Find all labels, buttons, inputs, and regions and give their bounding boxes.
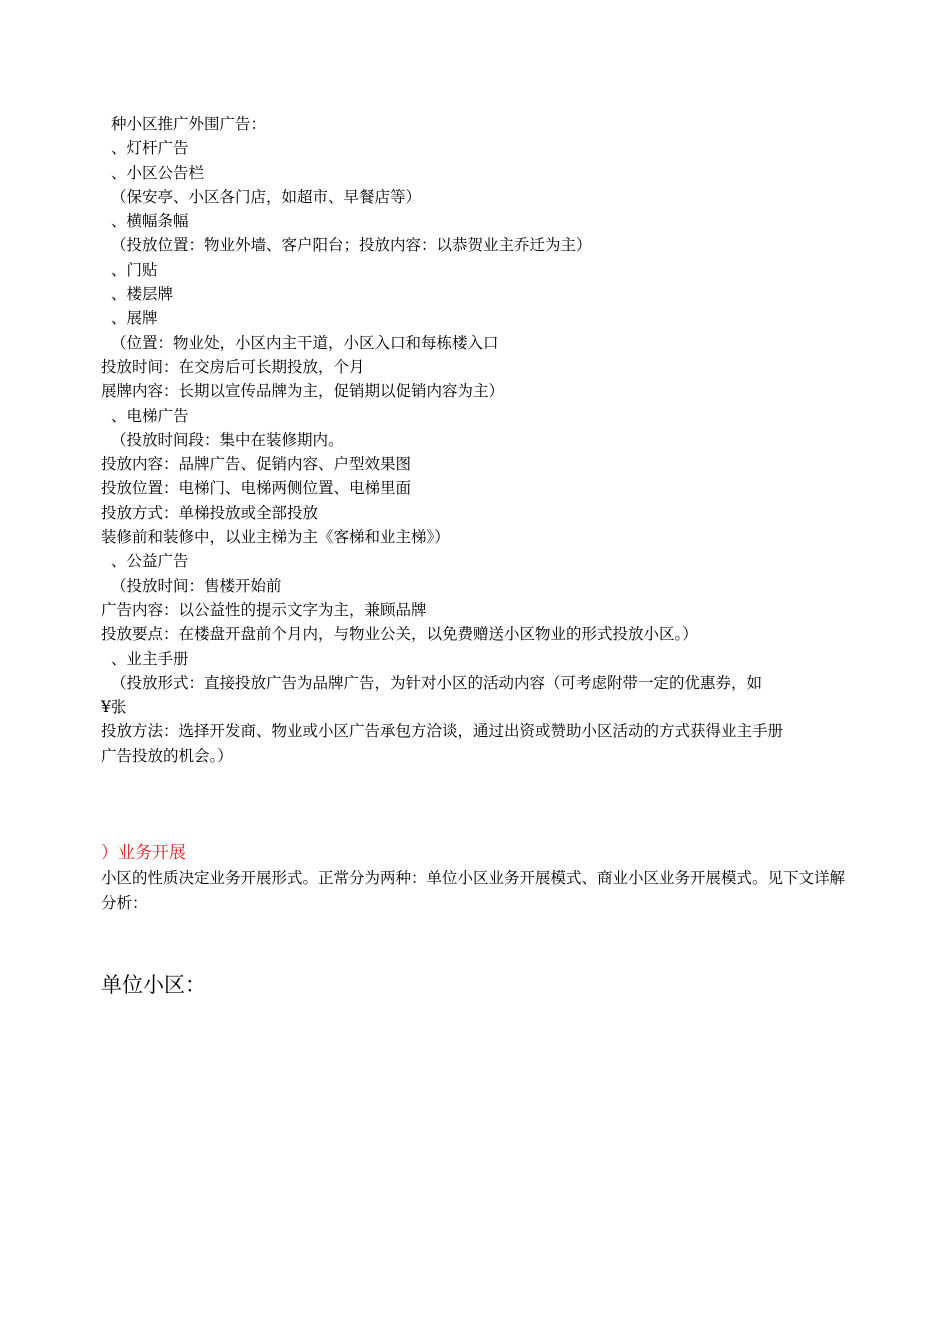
text-line: 投放方式：单梯投放或全部投放 <box>101 503 319 522</box>
text-line: （位置：物业处，小区内主干道，小区入口和每栋楼入口 <box>111 333 499 352</box>
text-line: 种小区推广外围广告： <box>111 115 267 133</box>
text-line: 、横幅条幅 <box>111 212 189 231</box>
text-line: 投放方法：选择开发商、物业或小区广告承包方洽谈，通过出资或赞助小区活动的方式获得业主手册 <box>101 722 784 741</box>
section-body: 小区的性质决定业务开展形式。正常分为两种：单位小区业务开展模式、商业小区业务开展模式。见下文详解分析： <box>101 869 846 912</box>
text-line: 广告投放的机会。） <box>101 746 233 765</box>
text-line: 、门贴 <box>111 260 158 279</box>
text-line: 、业主手册 <box>111 649 189 668</box>
subheading-unit-community: 单位小区： <box>101 973 206 997</box>
text-line: 、展牌 <box>111 309 158 328</box>
ad-types-list <box>101 112 861 768</box>
text-line: 广告内容：以公益性的提示文字为主，兼顾品牌 <box>101 600 427 619</box>
text-line: ¥张 <box>101 698 127 717</box>
text-line: （投放形式：直接投放广告为品牌广告，为针对小区的活动内容（可考虑附带一定的优惠券，如 <box>111 673 763 692</box>
text-line: 投放要点：在楼盘开盘前个月内，与物业公关，以免费赠送小区物业的形式投放小区。） <box>101 625 698 644</box>
text-line: 装修前和装修中，以业主梯为主《客梯和业主梯》） <box>101 528 450 547</box>
text-line: （保安亭、小区各门店，如超市、早餐店等） <box>111 187 422 206</box>
text-line: 投放内容：品牌广告、促销内容、户型效果图 <box>101 455 412 474</box>
section-heading: ）业务开展 <box>101 843 186 863</box>
text-line: 、公益广告 <box>111 552 189 571</box>
text-line: （投放时间段：集中在装修期内。 <box>111 430 344 449</box>
business-section <box>101 840 861 915</box>
text-line: 投放时间：在交房后可长期投放，个月 <box>101 357 365 376</box>
text-line: （投放时间：售楼开始前 <box>111 576 282 595</box>
text-line: 、灯杆广告 <box>111 139 189 158</box>
text-line: 展牌内容：长期以宣传品牌为主，促销期以促销内容为主） <box>101 382 505 401</box>
text-line: 、电梯广告 <box>111 406 189 425</box>
text-line: 、楼层牌 <box>111 285 174 304</box>
text-line: 投放位置：电梯门、电梯两侧位置、电梯里面 <box>101 479 412 498</box>
text-line: 、小区公告栏 <box>111 163 205 182</box>
text-line: （投放位置：物业外墙、客户阳台；投放内容：以恭贺业主乔迁为主） <box>111 236 592 255</box>
